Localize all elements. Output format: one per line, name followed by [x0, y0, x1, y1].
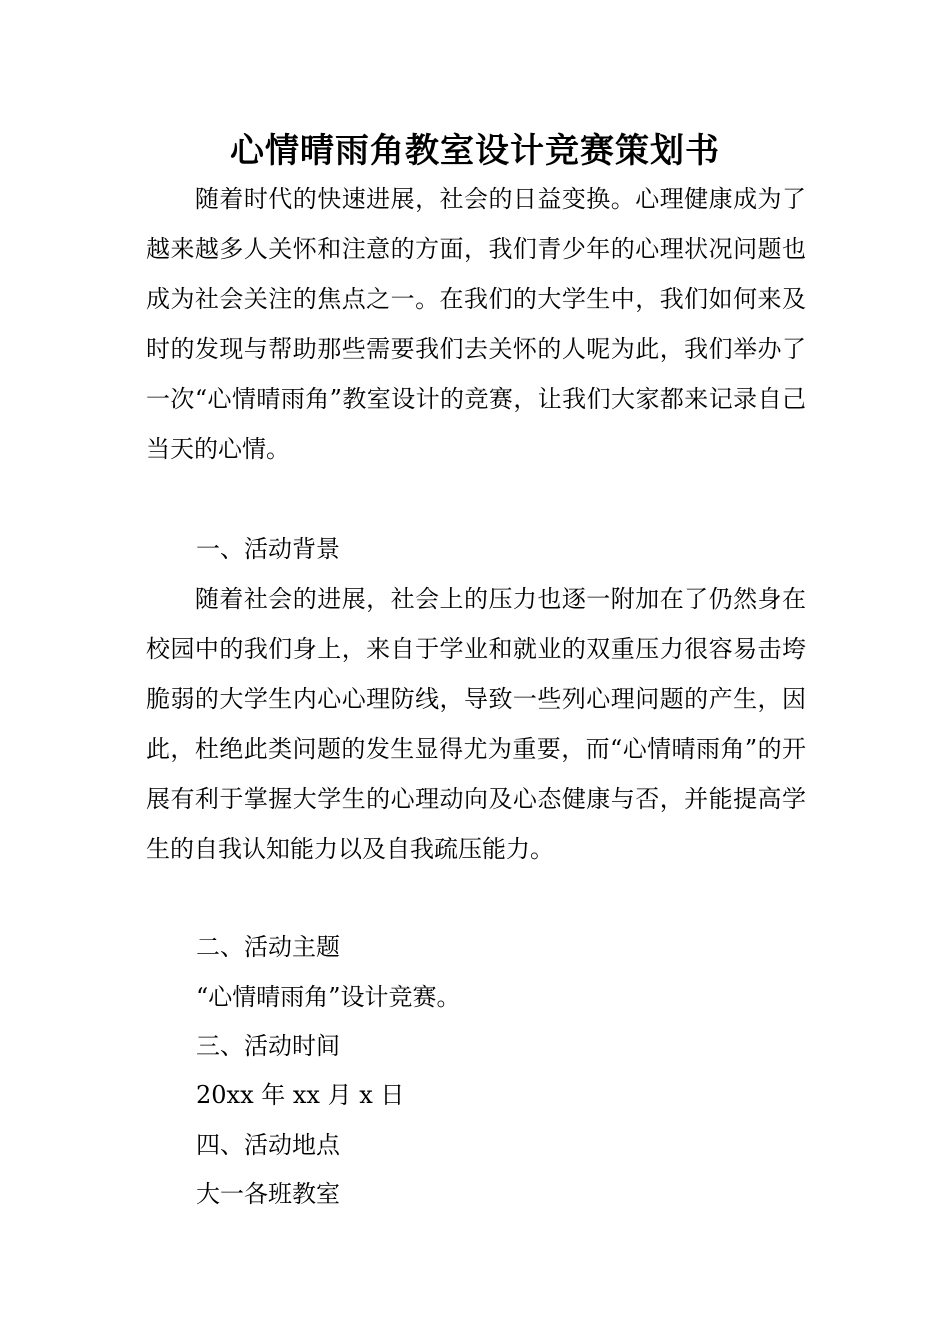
- section-2-heading: 二、活动主题: [196, 933, 340, 961]
- section-3-heading: 三、活动时间: [196, 1032, 340, 1060]
- document-title: 心情晴雨角教室设计竞赛策划书: [230, 131, 720, 171]
- intro-paragraph: 随着时代的快速进展，社会的日益变换。心理健康成为了越来越多人关怀和注意的方面，我们青少年的心理状况问题也成为社会关注的焦点之一。在我们的大学生中，我们如何来及时的发现与帮助那些需要我们去关怀的人呢为此，我们举办了一次“心情晴雨角”教室设计的竞赛，让我们大家都来记录自己当天的心情。: [146, 185, 806, 463]
- section-4-body: 大一各班教室: [196, 1180, 340, 1208]
- section-2-body: “心情晴雨角”设计竞赛。: [196, 983, 461, 1011]
- section-1-heading: 一、活动背景: [196, 535, 340, 563]
- section-4-heading: 四、活动地点: [196, 1131, 340, 1159]
- section-3-body: 20xx 年 xx 月 x 日: [196, 1081, 405, 1109]
- section-1-body: 随着社会的进展，社会上的压力也逐一附加在了仍然身在校园中的我们身上，来自于学业和就业的双重压力很容易击垮脆弱的大学生内心心理防线，导致一些列心理问题的产生，因此，杜绝此类问题的发生显得尤为重要，而“心情晴雨角”的开展有利于掌握大学生的心理动向及心态健康与否，并能提高学生的自我认知能力以及自我疏压能力。: [146, 585, 806, 863]
